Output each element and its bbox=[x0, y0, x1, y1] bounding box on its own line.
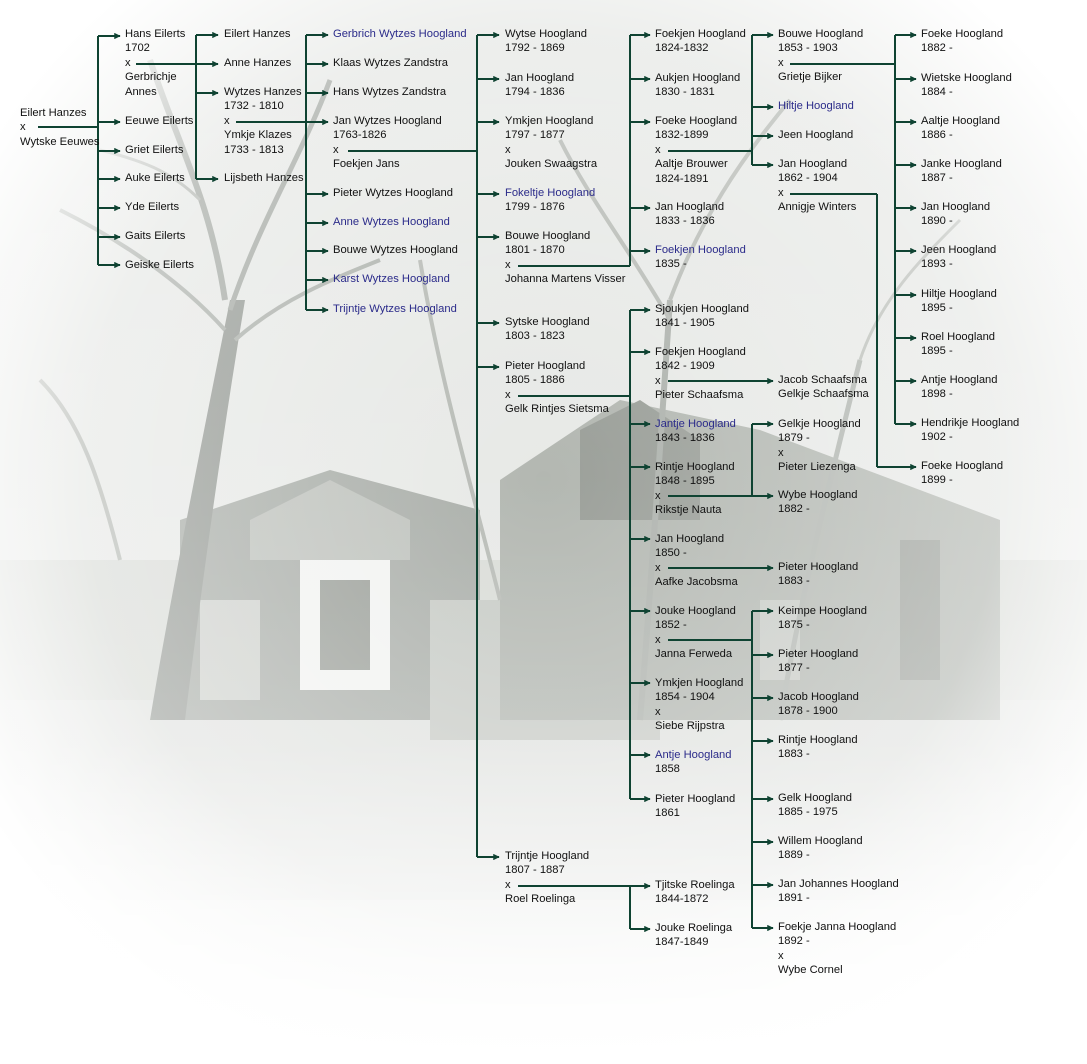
node-line: Pieter Hoogland bbox=[778, 648, 859, 660]
node-rintje-hoogland-1883 bbox=[778, 733, 858, 762]
node-jan-hoogland-1833 bbox=[655, 200, 724, 229]
node-antje-hoogland-1898 bbox=[921, 373, 998, 402]
node-line: Ymkje Klazes bbox=[224, 129, 292, 142]
node-jan-hoogland-1862 bbox=[778, 157, 856, 215]
node-line: 1850 - bbox=[655, 547, 687, 560]
node-line: Pieter Hoogland bbox=[505, 360, 586, 372]
node-wietske-hoogland bbox=[921, 71, 1012, 100]
node-willem-hoogland bbox=[778, 834, 863, 863]
node-line: 1887 - bbox=[921, 172, 953, 185]
node-line: 1702 bbox=[125, 42, 150, 55]
node-line: Wytske Eeuwes bbox=[20, 135, 100, 148]
node-roel-hoogland bbox=[921, 330, 995, 359]
node-line: Sytske Hoogland bbox=[505, 316, 590, 328]
node-line: Anne Hanzes bbox=[224, 57, 292, 69]
node-line: 1852 - bbox=[655, 619, 687, 632]
node-line: Pieter Schaafsma bbox=[655, 389, 744, 402]
node-line: 1902 - bbox=[921, 431, 953, 444]
node-line: 1841 - 1905 bbox=[655, 317, 715, 330]
node-line: Roel Hoogland bbox=[921, 331, 996, 343]
node-line: Foekjen Hoogland bbox=[655, 346, 746, 358]
node-foeke-hoogland-1899 bbox=[921, 459, 1003, 488]
node-line: 1877 - bbox=[778, 662, 810, 675]
node-line: Foeke Hoogland bbox=[921, 28, 1004, 40]
node-line: x bbox=[778, 446, 784, 459]
node-line: 1884 - bbox=[921, 86, 953, 99]
node-ymkjen-hoogland-1854 bbox=[655, 676, 743, 734]
node-jan-hoogland-1794 bbox=[505, 71, 574, 100]
node-line: 1878 - 1900 bbox=[778, 705, 838, 718]
node-line: 1794 - 1836 bbox=[505, 86, 565, 99]
node-root bbox=[20, 106, 99, 149]
node-line: 1830 - 1831 bbox=[655, 86, 715, 99]
node-anne-wytzes-hoogland bbox=[333, 215, 450, 229]
node-line: Janna Ferweda bbox=[655, 648, 733, 661]
node-jeen-hoogland bbox=[778, 128, 853, 142]
node-bouwe-hoogland-1853 bbox=[778, 27, 863, 85]
node-line: 1733 - 1813 bbox=[224, 143, 284, 156]
node-line: Foeke Hoogland bbox=[655, 115, 738, 127]
node-foekjen-hoogland-1824 bbox=[655, 27, 746, 56]
node-line: Wytzes Hanzes bbox=[224, 86, 302, 98]
node-line: 1895 - bbox=[921, 345, 953, 358]
node-line: Annes bbox=[125, 85, 157, 98]
node-line: Wybe Hoogland bbox=[778, 489, 858, 501]
node-hiltje-hoogland-1895 bbox=[921, 287, 997, 316]
node-line: Yde Eilerts bbox=[125, 201, 180, 213]
node-gerbrich-wytzes-hoogland bbox=[333, 27, 467, 41]
node-line: Keimpe Hoogland bbox=[778, 605, 867, 617]
node-line: 1875 - bbox=[778, 619, 810, 632]
node-jan-hoogland-1850 bbox=[655, 532, 738, 590]
node-line: Bouwe Wytzes Hoogland bbox=[333, 244, 458, 256]
node-foekjen-hoogland-1835 bbox=[655, 243, 746, 272]
node-line: Tjitske Roelinga bbox=[655, 879, 735, 891]
node-line: Jan Hoogland bbox=[778, 158, 848, 170]
node-line: Trijntje Wytzes Hoogland bbox=[333, 303, 457, 315]
node-line: x bbox=[505, 143, 511, 156]
node-line: Wybe Cornel bbox=[778, 964, 843, 977]
node-jeen-hoogland-1893 bbox=[921, 243, 996, 272]
node-line: 1797 - 1877 bbox=[505, 129, 565, 142]
node-line: Antje Hoogland bbox=[655, 749, 732, 761]
node-line: Pieter Hoogland bbox=[778, 561, 859, 573]
node-line: Sjoukjen Hoogland bbox=[655, 303, 749, 315]
node-line: Foeke Hoogland bbox=[921, 460, 1004, 472]
node-line: 1882 - bbox=[921, 42, 953, 55]
node-line: Hans Eilerts bbox=[125, 28, 186, 40]
node-pieter-hoogland-1805 bbox=[505, 359, 609, 417]
node-line: Jeen Hoogland bbox=[921, 244, 997, 256]
node-line: 1861 bbox=[655, 807, 680, 820]
node-eilert-hanzes bbox=[224, 27, 291, 41]
node-line: 1890 - bbox=[921, 215, 953, 228]
node-line: 1824-1891 bbox=[655, 172, 709, 185]
node-line: Rikstje Nauta bbox=[655, 504, 722, 517]
node-line: Jouke Roelinga bbox=[655, 922, 733, 934]
node-line: Ymkjen Hoogland bbox=[505, 115, 594, 127]
node-line: Gelk Hoogland bbox=[778, 792, 853, 804]
node-line: x bbox=[224, 114, 230, 127]
node-line: 1886 - bbox=[921, 129, 953, 142]
node-pieter-hoogland-1877 bbox=[778, 647, 858, 676]
node-bouwe-hoogland-1801 bbox=[505, 229, 625, 287]
node-jan-wytzes-hoogland bbox=[333, 114, 442, 172]
node-line: 1803 - 1823 bbox=[505, 330, 565, 343]
node-line: 1842 - 1909 bbox=[655, 360, 715, 373]
node-hans-wytzes-zandstra bbox=[333, 85, 446, 99]
node-line: Aaltje Brouwer bbox=[655, 158, 728, 171]
node-line: 1883 - bbox=[778, 748, 810, 761]
node-line: Eilert Hanzes bbox=[20, 107, 87, 119]
node-line: Klaas Wytzes Zandstra bbox=[333, 57, 448, 69]
node-antje-hoogland-1858 bbox=[655, 748, 732, 777]
node-line: 1858 bbox=[655, 763, 680, 776]
node-line: x bbox=[655, 633, 661, 646]
node-line: 1848 - 1895 bbox=[655, 475, 715, 488]
node-aaltje-hoogland bbox=[921, 114, 1000, 143]
node-bouwe-wytzes-hoogland bbox=[333, 243, 458, 257]
node-jan-hoogland-1890 bbox=[921, 200, 990, 229]
node-jantje-hoogland bbox=[655, 417, 736, 446]
node-line: Ymkjen Hoogland bbox=[655, 677, 744, 689]
node-aukjen-hoogland bbox=[655, 71, 740, 100]
node-line: Jan Hoogland bbox=[655, 201, 725, 213]
node-line: Foekjen Hoogland bbox=[655, 28, 746, 40]
node-line: Jouken Swaagstra bbox=[505, 158, 598, 171]
node-hiltje-hoogland bbox=[778, 99, 854, 113]
node-keimpe-hoogland bbox=[778, 604, 867, 633]
node-hans-eilerts bbox=[125, 27, 185, 99]
node-line: x bbox=[333, 143, 339, 156]
node-line: Jan Hoogland bbox=[505, 72, 575, 84]
node-griet-eilerts bbox=[125, 143, 183, 157]
node-line: x bbox=[655, 374, 661, 387]
node-line: Eilert Hanzes bbox=[224, 28, 291, 40]
node-line: Auke Eilerts bbox=[125, 172, 185, 184]
node-wytzes-hanzes bbox=[224, 85, 302, 157]
node-line: Foekjen Hoogland bbox=[655, 244, 746, 256]
node-gelk-hoogland-1885 bbox=[778, 791, 852, 820]
node-line: 1882 - bbox=[778, 503, 810, 516]
node-line: Roel Roelinga bbox=[505, 893, 576, 906]
node-line: 1835 - bbox=[655, 258, 687, 271]
node-line: 1891 - bbox=[778, 892, 810, 905]
node-line: 1898 - bbox=[921, 388, 953, 401]
node-line: 1843 - 1836 bbox=[655, 432, 715, 445]
node-auke-eilerts bbox=[125, 171, 185, 185]
node-line: Bouwe Hoogland bbox=[505, 230, 591, 242]
node-klaas-wytzes-zandstra bbox=[333, 56, 448, 70]
node-jouke-hoogland-1852 bbox=[655, 604, 736, 662]
node-line: x bbox=[655, 561, 661, 574]
node-line: 1763-1826 bbox=[333, 129, 387, 142]
node-line: Jan Hoogland bbox=[655, 533, 725, 545]
node-line: Jan Wytzes Hoogland bbox=[333, 115, 442, 127]
node-line: Jan Johannes Hoogland bbox=[778, 878, 899, 890]
node-line: Eeuwe Eilerts bbox=[125, 115, 194, 127]
node-trijntje-hoogland-1807 bbox=[505, 849, 589, 907]
node-line: x bbox=[125, 56, 131, 69]
node-line: Aaltje Hoogland bbox=[921, 115, 1000, 127]
node-line: x bbox=[778, 56, 784, 69]
node-geiske-eilerts bbox=[125, 258, 194, 272]
node-line: Jacob Hoogland bbox=[778, 691, 859, 703]
node-line: Jan Hoogland bbox=[921, 201, 991, 213]
node-karst-wytzes-hoogland bbox=[333, 272, 450, 286]
node-wytse-hoogland bbox=[505, 27, 587, 56]
node-line: Rintje Hoogland bbox=[778, 734, 858, 746]
node-line: 1885 - 1975 bbox=[778, 806, 838, 819]
node-line: Johanna Martens Visser bbox=[505, 273, 626, 286]
node-jan-johannes-hoogland bbox=[778, 877, 899, 906]
node-line: 1847-1849 bbox=[655, 936, 709, 949]
node-line: Jantje Hoogland bbox=[655, 418, 736, 430]
node-line: 1883 - bbox=[778, 575, 810, 588]
node-line: Grietje Bijker bbox=[778, 71, 843, 84]
node-line: Willem Hoogland bbox=[778, 835, 863, 847]
node-foekjen-hoogland-1842 bbox=[655, 345, 746, 403]
node-line: Hiltje Hoogland bbox=[921, 288, 997, 300]
node-line: 1801 - 1870 bbox=[505, 244, 565, 257]
node-line: x bbox=[655, 705, 661, 718]
node-gelkje-hoogland-1879 bbox=[778, 417, 861, 475]
node-line: 1833 - 1836 bbox=[655, 215, 715, 228]
node-fokeltje-hoogland bbox=[505, 186, 595, 215]
node-line: 1792 - 1869 bbox=[505, 42, 565, 55]
node-line: Fokeltje Hoogland bbox=[505, 187, 596, 199]
node-line: 1893 - bbox=[921, 258, 953, 271]
node-pieter-hoogland-1861 bbox=[655, 792, 735, 821]
node-line: Trijntje Hoogland bbox=[505, 850, 590, 862]
node-line: Lijsbeth Hanzes bbox=[224, 172, 304, 184]
node-tjitske-roelinga bbox=[655, 878, 735, 907]
node-line: Aukjen Hoogland bbox=[655, 72, 741, 84]
node-line: Wietske Hoogland bbox=[921, 72, 1012, 84]
node-line: Jouke Hoogland bbox=[655, 605, 736, 617]
node-rintje-hoogland-1848 bbox=[655, 460, 735, 518]
node-line: 1805 - 1886 bbox=[505, 374, 565, 387]
node-eeuwe-eilerts bbox=[125, 114, 193, 128]
node-anne-hanzes bbox=[224, 56, 291, 70]
node-line: 1824-1832 bbox=[655, 42, 709, 55]
node-gaits-eilerts bbox=[125, 229, 185, 243]
node-line: Gelkje Hoogland bbox=[778, 418, 861, 430]
node-line: x bbox=[778, 186, 784, 199]
node-line: 1807 - 1887 bbox=[505, 864, 565, 877]
node-jacob-hoogland-1878 bbox=[778, 690, 859, 719]
node-ymkjen-hoogland-1797 bbox=[505, 114, 597, 172]
node-sjoukjen-hoogland bbox=[655, 302, 749, 331]
node-line: Karst Wytzes Hoogland bbox=[333, 273, 450, 285]
node-line: 1853 - 1903 bbox=[778, 42, 838, 55]
node-line: x bbox=[505, 258, 511, 271]
node-line: Griet Eilerts bbox=[125, 144, 184, 156]
node-pieter-hoogland-1883 bbox=[778, 560, 858, 589]
node-line: Gelkje Schaafsma bbox=[778, 388, 869, 401]
node-line: Wytse Hoogland bbox=[505, 28, 587, 40]
node-line: Annigje Winters bbox=[778, 201, 857, 214]
node-jouke-roelinga bbox=[655, 921, 732, 950]
node-line: x bbox=[778, 949, 784, 962]
node-janke-hoogland bbox=[921, 157, 1002, 186]
node-pieter-wytzes-hoogland bbox=[333, 186, 453, 200]
node-wybe-hoogland-1882 bbox=[778, 488, 858, 517]
node-line: Foekje Janna Hoogland bbox=[778, 921, 897, 933]
node-foeke-hoogland-1882 bbox=[921, 27, 1003, 56]
node-line: x bbox=[655, 489, 661, 502]
node-trijntje-wytzes-hoogland bbox=[333, 302, 457, 316]
node-line: Hans Wytzes Zandstra bbox=[333, 86, 447, 98]
node-line: x bbox=[20, 121, 26, 134]
node-line: Siebe Rijpstra bbox=[655, 720, 725, 733]
node-line: Hiltje Hoogland bbox=[778, 100, 854, 112]
node-line: x bbox=[655, 143, 661, 156]
node-line: Geiske Eilerts bbox=[125, 259, 195, 271]
node-hendrikje-hoogland bbox=[921, 416, 1019, 445]
node-line: Bouwe Hoogland bbox=[778, 28, 864, 40]
node-line: 1854 - 1904 bbox=[655, 691, 715, 704]
node-line: Gerbrichje bbox=[125, 71, 177, 84]
node-line: 1895 - bbox=[921, 302, 953, 315]
node-line: Gaits Eilerts bbox=[125, 230, 186, 242]
node-line: Foekjen Jans bbox=[333, 158, 400, 171]
node-yde-eilerts bbox=[125, 200, 179, 214]
node-line: Antje Hoogland bbox=[921, 374, 998, 386]
node-line: Gerbrich Wytzes Hoogland bbox=[333, 28, 467, 40]
node-line: 1892 - bbox=[778, 935, 810, 948]
node-line: x bbox=[505, 878, 511, 891]
node-line: Janke Hoogland bbox=[921, 158, 1002, 170]
node-line: 1732 - 1810 bbox=[224, 100, 284, 113]
node-foekje-janna-hoogland bbox=[778, 920, 896, 978]
node-sytske-hoogland bbox=[505, 315, 590, 344]
node-line: 1899 - bbox=[921, 474, 953, 487]
node-line: Anne Wytzes Hoogland bbox=[333, 216, 450, 228]
node-line: Hendrikje Hoogland bbox=[921, 417, 1020, 429]
node-line: Gelk Rintjes Sietsma bbox=[505, 403, 609, 416]
node-line: Rintje Hoogland bbox=[655, 461, 735, 473]
node-line: 1799 - 1876 bbox=[505, 201, 565, 214]
node-line: 1844-1872 bbox=[655, 893, 709, 906]
node-line: Pieter Wytzes Hoogland bbox=[333, 187, 453, 199]
node-line: Aafke Jacobsma bbox=[655, 576, 738, 589]
node-line: 1832-1899 bbox=[655, 129, 709, 142]
node-jacob-schaafsma bbox=[778, 373, 869, 402]
node-line: Jacob Schaafsma bbox=[778, 374, 867, 386]
node-foeke-hoogland-1832 bbox=[655, 114, 737, 186]
node-line: Jeen Hoogland bbox=[778, 129, 854, 141]
node-line: 1879 - bbox=[778, 432, 810, 445]
node-lijsbeth-hanzes bbox=[224, 171, 304, 185]
node-line: x bbox=[505, 388, 511, 401]
node-line: 1889 - bbox=[778, 849, 810, 862]
node-line: 1862 - 1904 bbox=[778, 172, 838, 185]
node-line: Pieter Liezenga bbox=[778, 461, 856, 474]
node-line: Pieter Hoogland bbox=[655, 793, 736, 805]
